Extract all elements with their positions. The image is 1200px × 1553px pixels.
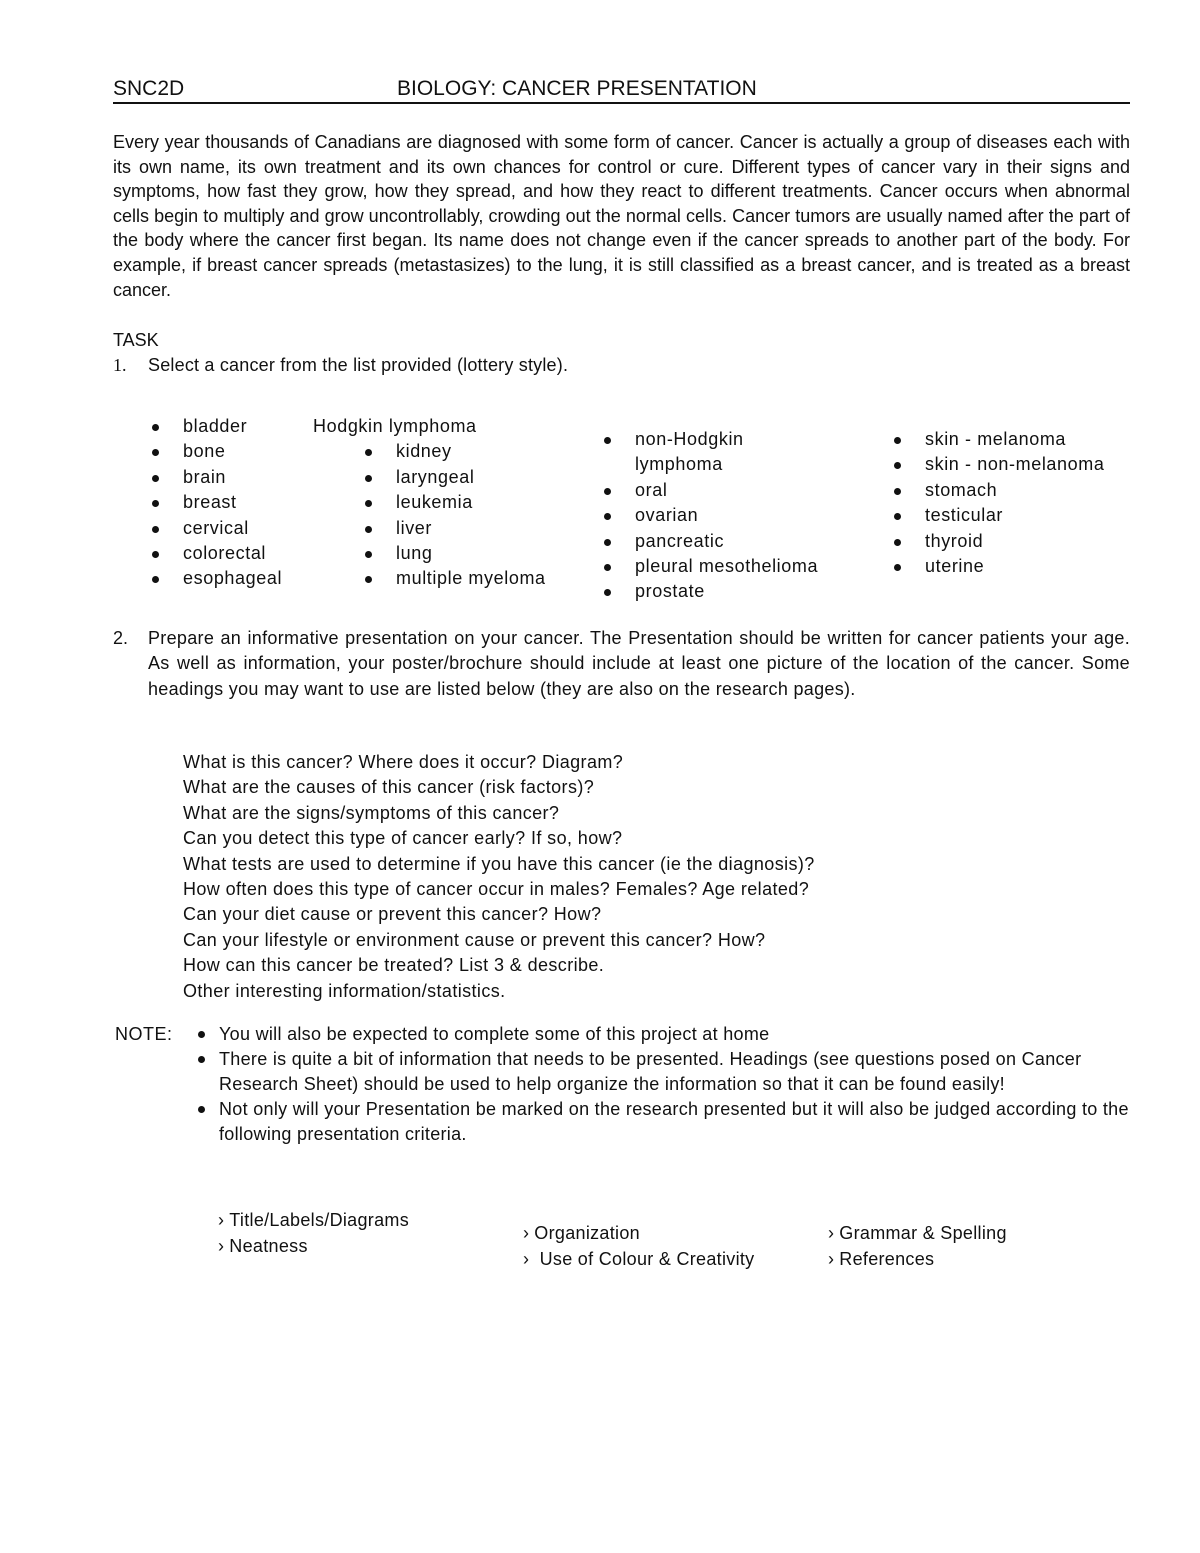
heading-question: What is this cancer? Where does it occur? Diagram? (183, 752, 624, 772)
bullet-icon (365, 475, 372, 482)
heading-question: Other interesting information/statistics. (183, 980, 506, 1001)
list-item: non-Hodgkin lymphoma (600, 427, 830, 478)
task-step-1 (113, 353, 1130, 379)
step-text: Prepare an informative presentation on your cancer. The Presentation should be written for cancer patients your age. As well as information, your poster/brochure should include at least one picture of the location of the cancer. Some headings you may want to use are listed below (they are also on the research pages). (148, 628, 1130, 699)
note-item: Not only will your Presentation be marked on the research presented but it will also be judged according to the following presentation criteria. (196, 1097, 1136, 1147)
arrow-icon: › (828, 1249, 835, 1269)
step-number: 1. (113, 355, 127, 375)
list-item: prostate (600, 579, 870, 604)
task-heading: TASK (113, 330, 159, 350)
list-item: lung (313, 541, 573, 566)
bullet-icon (894, 488, 901, 495)
list-item: esophageal (148, 566, 318, 591)
bullet-icon (198, 1056, 205, 1063)
arrow-icon: › (523, 1223, 530, 1243)
list-item: pancreatic (600, 529, 870, 554)
arrow-icon: › (523, 1249, 530, 1269)
intro-paragraph: Every year thousands of Canadians are diagnosed with some form of cancer. Cancer is actually a group of diseases each with its own name, its own treatment and its own chances for control or cure. Different types of cancer vary in their signs and symptoms, how fast they grow, how they spread, and how they react to different treatments. Cancer occurs when abnormal cells begin to multiply and grow uncontrollably, crowding out the normal cells. Cancer tumors are usually named after the part of the body where the cancer first began. Its name does not change even if the cancer spreads to another part of the body. For example, if breast cancer spreads (metastasizes) to the lung, it is still classified as a breast cancer, and is treated as a breast cancer. (113, 132, 1130, 300)
list-item: colorectal (148, 541, 318, 566)
bullet-icon (365, 551, 372, 558)
bullet-icon (604, 539, 611, 546)
heading-question: How often does this type of cancer occur in males? Females? Age related? (183, 879, 810, 900)
cancer-list-column-4 (890, 427, 1150, 579)
list-item: testicular (890, 503, 1150, 528)
bullet-icon (152, 500, 159, 507)
bullet-icon (604, 437, 611, 444)
list-item: multiple myeloma (313, 566, 573, 591)
list-item: breast (148, 490, 318, 515)
bullet-icon (365, 500, 372, 507)
step-number: 2. (113, 628, 129, 648)
arrow-icon: › (218, 1210, 225, 1230)
cancer-list-column-3 (600, 427, 870, 605)
bullet-icon (604, 589, 611, 596)
note-item: You will also be expected to complete some of this project at home (196, 1022, 1136, 1047)
bullet-icon (365, 449, 372, 456)
bullet-icon (604, 513, 611, 520)
criteria-item: › Title/Labels/Diagrams (218, 1210, 409, 1230)
bullet-icon (894, 564, 901, 571)
document-header (113, 76, 1130, 104)
list-item: stomach (890, 478, 1150, 503)
bullet-icon (198, 1106, 205, 1113)
bullet-icon (152, 424, 159, 431)
bullet-icon (198, 1031, 205, 1038)
list-item: skin - melanoma (890, 427, 1150, 452)
criteria-group-2 (523, 1220, 754, 1272)
list-item: laryngeal (313, 465, 573, 490)
list-item: leukemia (313, 490, 573, 515)
bullet-icon (894, 437, 901, 444)
list-item: uterine (890, 554, 1150, 579)
criteria-group-1 (218, 1207, 409, 1259)
step-text: Select a cancer from the list provided (lottery style). (148, 355, 569, 375)
heading-question: What tests are used to determine if you have this cancer (ie the diagnosis)? (183, 853, 815, 874)
criteria-item: › Organization (523, 1223, 640, 1243)
cancer-list-column-2 (313, 414, 573, 592)
bullet-icon (894, 539, 901, 546)
bullet-icon (152, 526, 159, 533)
bullet-icon (152, 576, 159, 583)
cancer-list-column-1 (148, 414, 318, 592)
heading-question: Can you detect this type of cancer early? If so, how? (183, 828, 623, 849)
list-item: brain (148, 465, 318, 490)
bullet-icon (152, 475, 159, 482)
criteria-item: › Neatness (218, 1236, 308, 1256)
arrow-icon: › (218, 1236, 225, 1256)
list-item: kidney (313, 439, 573, 464)
note-label: NOTE: (115, 1024, 173, 1044)
heading-question: How can this cancer be treated? List 3 & describe. (183, 955, 605, 976)
criteria-item: › Use of Colour & Creativity (523, 1249, 755, 1269)
list-item: oral (600, 478, 870, 503)
bullet-icon (152, 449, 159, 456)
bullet-icon (894, 462, 901, 469)
list-item: bone (148, 439, 318, 464)
bullet-icon (604, 564, 611, 571)
list-item: bladder (148, 414, 318, 439)
list-item: pleural mesothelioma (600, 554, 870, 579)
page-title: BIOLOGY: CANCER PRESENTATION (397, 77, 757, 100)
notes-list (196, 1022, 1136, 1147)
heading-question: What are the signs/symptoms of this cancer? (183, 802, 560, 823)
list-item: thyroid (890, 529, 1150, 554)
criteria-item: › Grammar & Spelling (828, 1223, 1007, 1243)
list-item-heading: Hodgkin lymphoma (313, 416, 477, 436)
criteria-item: › References (828, 1249, 935, 1269)
list-item: cervical (148, 516, 318, 541)
criteria-group-3 (828, 1220, 1007, 1272)
bullet-icon (365, 576, 372, 583)
course-code: SNC2D (113, 77, 185, 100)
note-item: There is quite a bit of information that needs to be presented. Headings (see questions posed on Cancer Research Sheet) should be used to help organize the information so that it can be found easily! (196, 1047, 1136, 1097)
bullet-icon (152, 551, 159, 558)
list-item: ovarian (600, 503, 870, 528)
bullet-icon (365, 526, 372, 533)
bullet-icon (604, 488, 611, 495)
suggested-headings (183, 750, 1083, 1004)
list-item: liver (313, 516, 573, 541)
arrow-icon: › (828, 1223, 835, 1243)
heading-question: What are the causes of this cancer (risk factors)? (183, 777, 595, 798)
heading-question: Can your lifestyle or environment cause or prevent this cancer? How? (183, 929, 766, 950)
list-item: skin - non-melanoma (890, 452, 1150, 477)
heading-question: Can your diet cause or prevent this cancer? How? (183, 904, 602, 925)
bullet-icon (894, 513, 901, 520)
